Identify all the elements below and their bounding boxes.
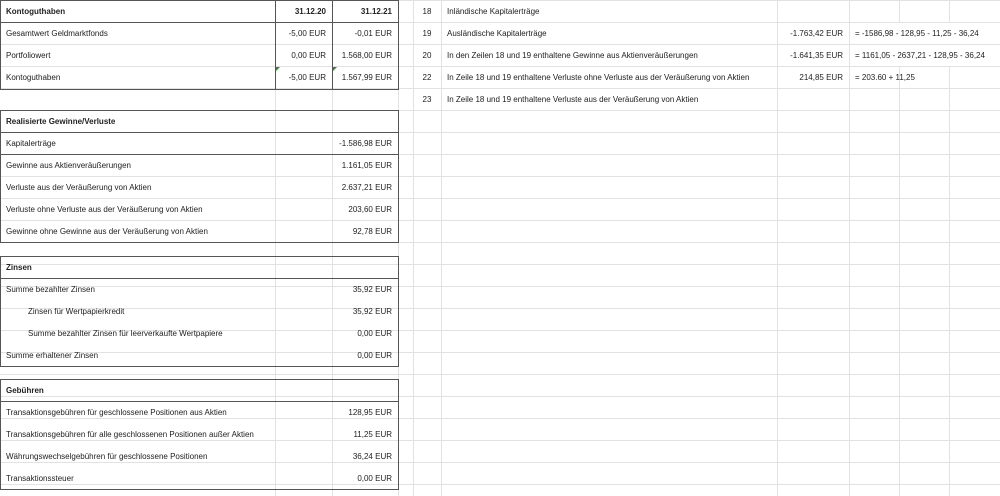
gebuehren-row-value[interactable]: 11,25 EUR bbox=[353, 430, 392, 439]
kontoguthaben-row-label[interactable]: Portfoliowert bbox=[6, 51, 51, 60]
anlage-row-value[interactable]: 214,85 EUR bbox=[799, 73, 843, 82]
anlage-row-formula[interactable]: = 203.60 + 11,25 bbox=[855, 73, 915, 82]
anlage-row-value[interactable]: -1.641,35 EUR bbox=[790, 51, 843, 60]
zinsen-border bbox=[0, 256, 399, 367]
zinsen-row-label[interactable]: Summe erhaltener Zinsen bbox=[6, 351, 99, 360]
gebuehren-row-value[interactable]: 36,24 EUR bbox=[352, 452, 392, 461]
realisiert-row-label[interactable]: Kapitalerträge bbox=[6, 139, 56, 148]
anlage-row-formula[interactable]: = -1586,98 - 128,95 - 11,25 - 36,24 bbox=[855, 29, 979, 38]
realisiert-border bbox=[0, 110, 399, 243]
header-divider bbox=[0, 401, 399, 402]
gebuehren-row-label[interactable]: Transaktionsgebühren für geschlossene Positionen aus Aktien bbox=[6, 408, 227, 417]
realisiert-row-label[interactable]: Verluste aus der Veräußerung von Aktien bbox=[6, 183, 152, 192]
gebuehren-header[interactable]: Gebühren bbox=[6, 386, 44, 395]
anlage-row-nr[interactable]: 18 bbox=[422, 7, 432, 16]
zinsen-row-label[interactable]: Summe bezahlter Zinsen für leerverkaufte Wertpapiere bbox=[28, 329, 223, 338]
anlage-row-value[interactable]: -1.763,42 EUR bbox=[790, 29, 843, 38]
kontoguthaben-header-col2[interactable]: 31.12.21 bbox=[360, 7, 392, 16]
realisiert-row-value[interactable]: 92,78 EUR bbox=[352, 227, 392, 236]
zinsen-row-label[interactable]: Zinsen für Wertpapierkredit bbox=[28, 307, 125, 316]
section-divider bbox=[0, 154, 399, 155]
kontoguthaben-row-v1[interactable]: -5,00 EUR bbox=[288, 29, 326, 38]
kontoguthaben-row-v1[interactable]: 0,00 EUR bbox=[291, 51, 326, 60]
kontoguthaben-border bbox=[0, 0, 399, 90]
zinsen-row-value[interactable]: 35,92 EUR bbox=[352, 307, 392, 316]
gebuehren-row-value[interactable]: 0,00 EUR bbox=[357, 474, 392, 483]
anlage-row-label[interactable]: In den Zeilen 18 und 19 enthaltene Gewinne aus Aktienveräußerungen bbox=[447, 51, 698, 60]
anlage-row-label[interactable]: Inländische Kapitalerträge bbox=[447, 7, 540, 16]
zinsen-row-value[interactable]: 0,00 EUR bbox=[357, 329, 392, 338]
realisiert-row-label[interactable]: Gewinne aus Aktienveräußerungen bbox=[6, 161, 131, 170]
gebuehren-border bbox=[0, 379, 399, 490]
grid-row-line bbox=[0, 374, 1000, 375]
kontoguthaben-header-label[interactable]: Kontoguthaben bbox=[6, 7, 66, 16]
realisiert-row-value[interactable]: -1.586,98 EUR bbox=[339, 139, 392, 148]
realisiert-row-label[interactable]: Gewinne ohne Gewinne aus der Veräußerung von Aktien bbox=[6, 227, 208, 236]
anlage-row-nr[interactable]: 23 bbox=[422, 95, 432, 104]
realisiert-row-label[interactable]: Verluste ohne Verluste aus der Veräußerung von Aktien bbox=[6, 205, 203, 214]
anlage-row-label[interactable]: In Zeile 18 und 19 enthaltene Verluste ohne Verluste aus der Veräußerung von Aktien bbox=[447, 73, 750, 82]
kontoguthaben-row-v2[interactable]: 1.568,00 EUR bbox=[341, 51, 392, 60]
column-divider bbox=[275, 0, 276, 90]
header-divider bbox=[0, 278, 399, 279]
header-divider bbox=[0, 132, 399, 133]
gebuehren-row-label[interactable]: Transaktionsgebühren für alle geschlossenen Positionen außer Aktien bbox=[6, 430, 254, 439]
anlage-row-formula[interactable]: = 1161,05 - 2637,21 - 128,95 - 36,24 bbox=[855, 51, 985, 60]
kontoguthaben-row-label[interactable]: Gesamtwert Geldmarktfonds bbox=[6, 29, 108, 38]
header-divider bbox=[0, 22, 399, 23]
kontoguthaben-row-v1[interactable]: -5,00 EUR bbox=[288, 73, 326, 82]
kontoguthaben-row-label[interactable]: Kontoguthaben bbox=[6, 73, 61, 82]
realisiert-row-value[interactable]: 203,60 EUR bbox=[348, 205, 392, 214]
anlage-row-nr[interactable]: 22 bbox=[422, 73, 432, 82]
zinsen-row-label[interactable]: Summe bezahlter Zinsen bbox=[6, 285, 95, 294]
zinsen-header[interactable]: Zinsen bbox=[6, 263, 32, 272]
kontoguthaben-header-col1[interactable]: 31.12.20 bbox=[294, 7, 326, 16]
gebuehren-row-label[interactable]: Transaktionssteuer bbox=[6, 474, 74, 483]
column-divider bbox=[332, 0, 333, 90]
anlage-row-label[interactable]: Ausländische Kapitalerträge bbox=[447, 29, 547, 38]
kontoguthaben-row-v2[interactable]: 1.567,99 EUR bbox=[341, 73, 392, 82]
gebuehren-row-label[interactable]: Währungswechselgebühren für geschlossene Positionen bbox=[6, 452, 208, 461]
anlage-row-nr[interactable]: 20 bbox=[422, 51, 432, 60]
gebuehren-row-value[interactable]: 128,95 EUR bbox=[348, 408, 392, 417]
realisiert-header[interactable]: Realisierte Gewinne/Verluste bbox=[6, 117, 116, 126]
anlage-row-label[interactable]: In Zeile 18 und 19 enthaltene Verluste aus der Veräußerung von Aktien bbox=[447, 95, 699, 104]
kontoguthaben-row-v2[interactable]: -0,01 EUR bbox=[354, 29, 392, 38]
realisiert-row-value[interactable]: 2.637,21 EUR bbox=[341, 183, 392, 192]
zinsen-row-value[interactable]: 0,00 EUR bbox=[357, 351, 392, 360]
zinsen-row-value[interactable]: 35,92 EUR bbox=[352, 285, 392, 294]
anlage-row-nr[interactable]: 19 bbox=[422, 29, 432, 38]
realisiert-row-value[interactable]: 1.161,05 EUR bbox=[341, 161, 392, 170]
